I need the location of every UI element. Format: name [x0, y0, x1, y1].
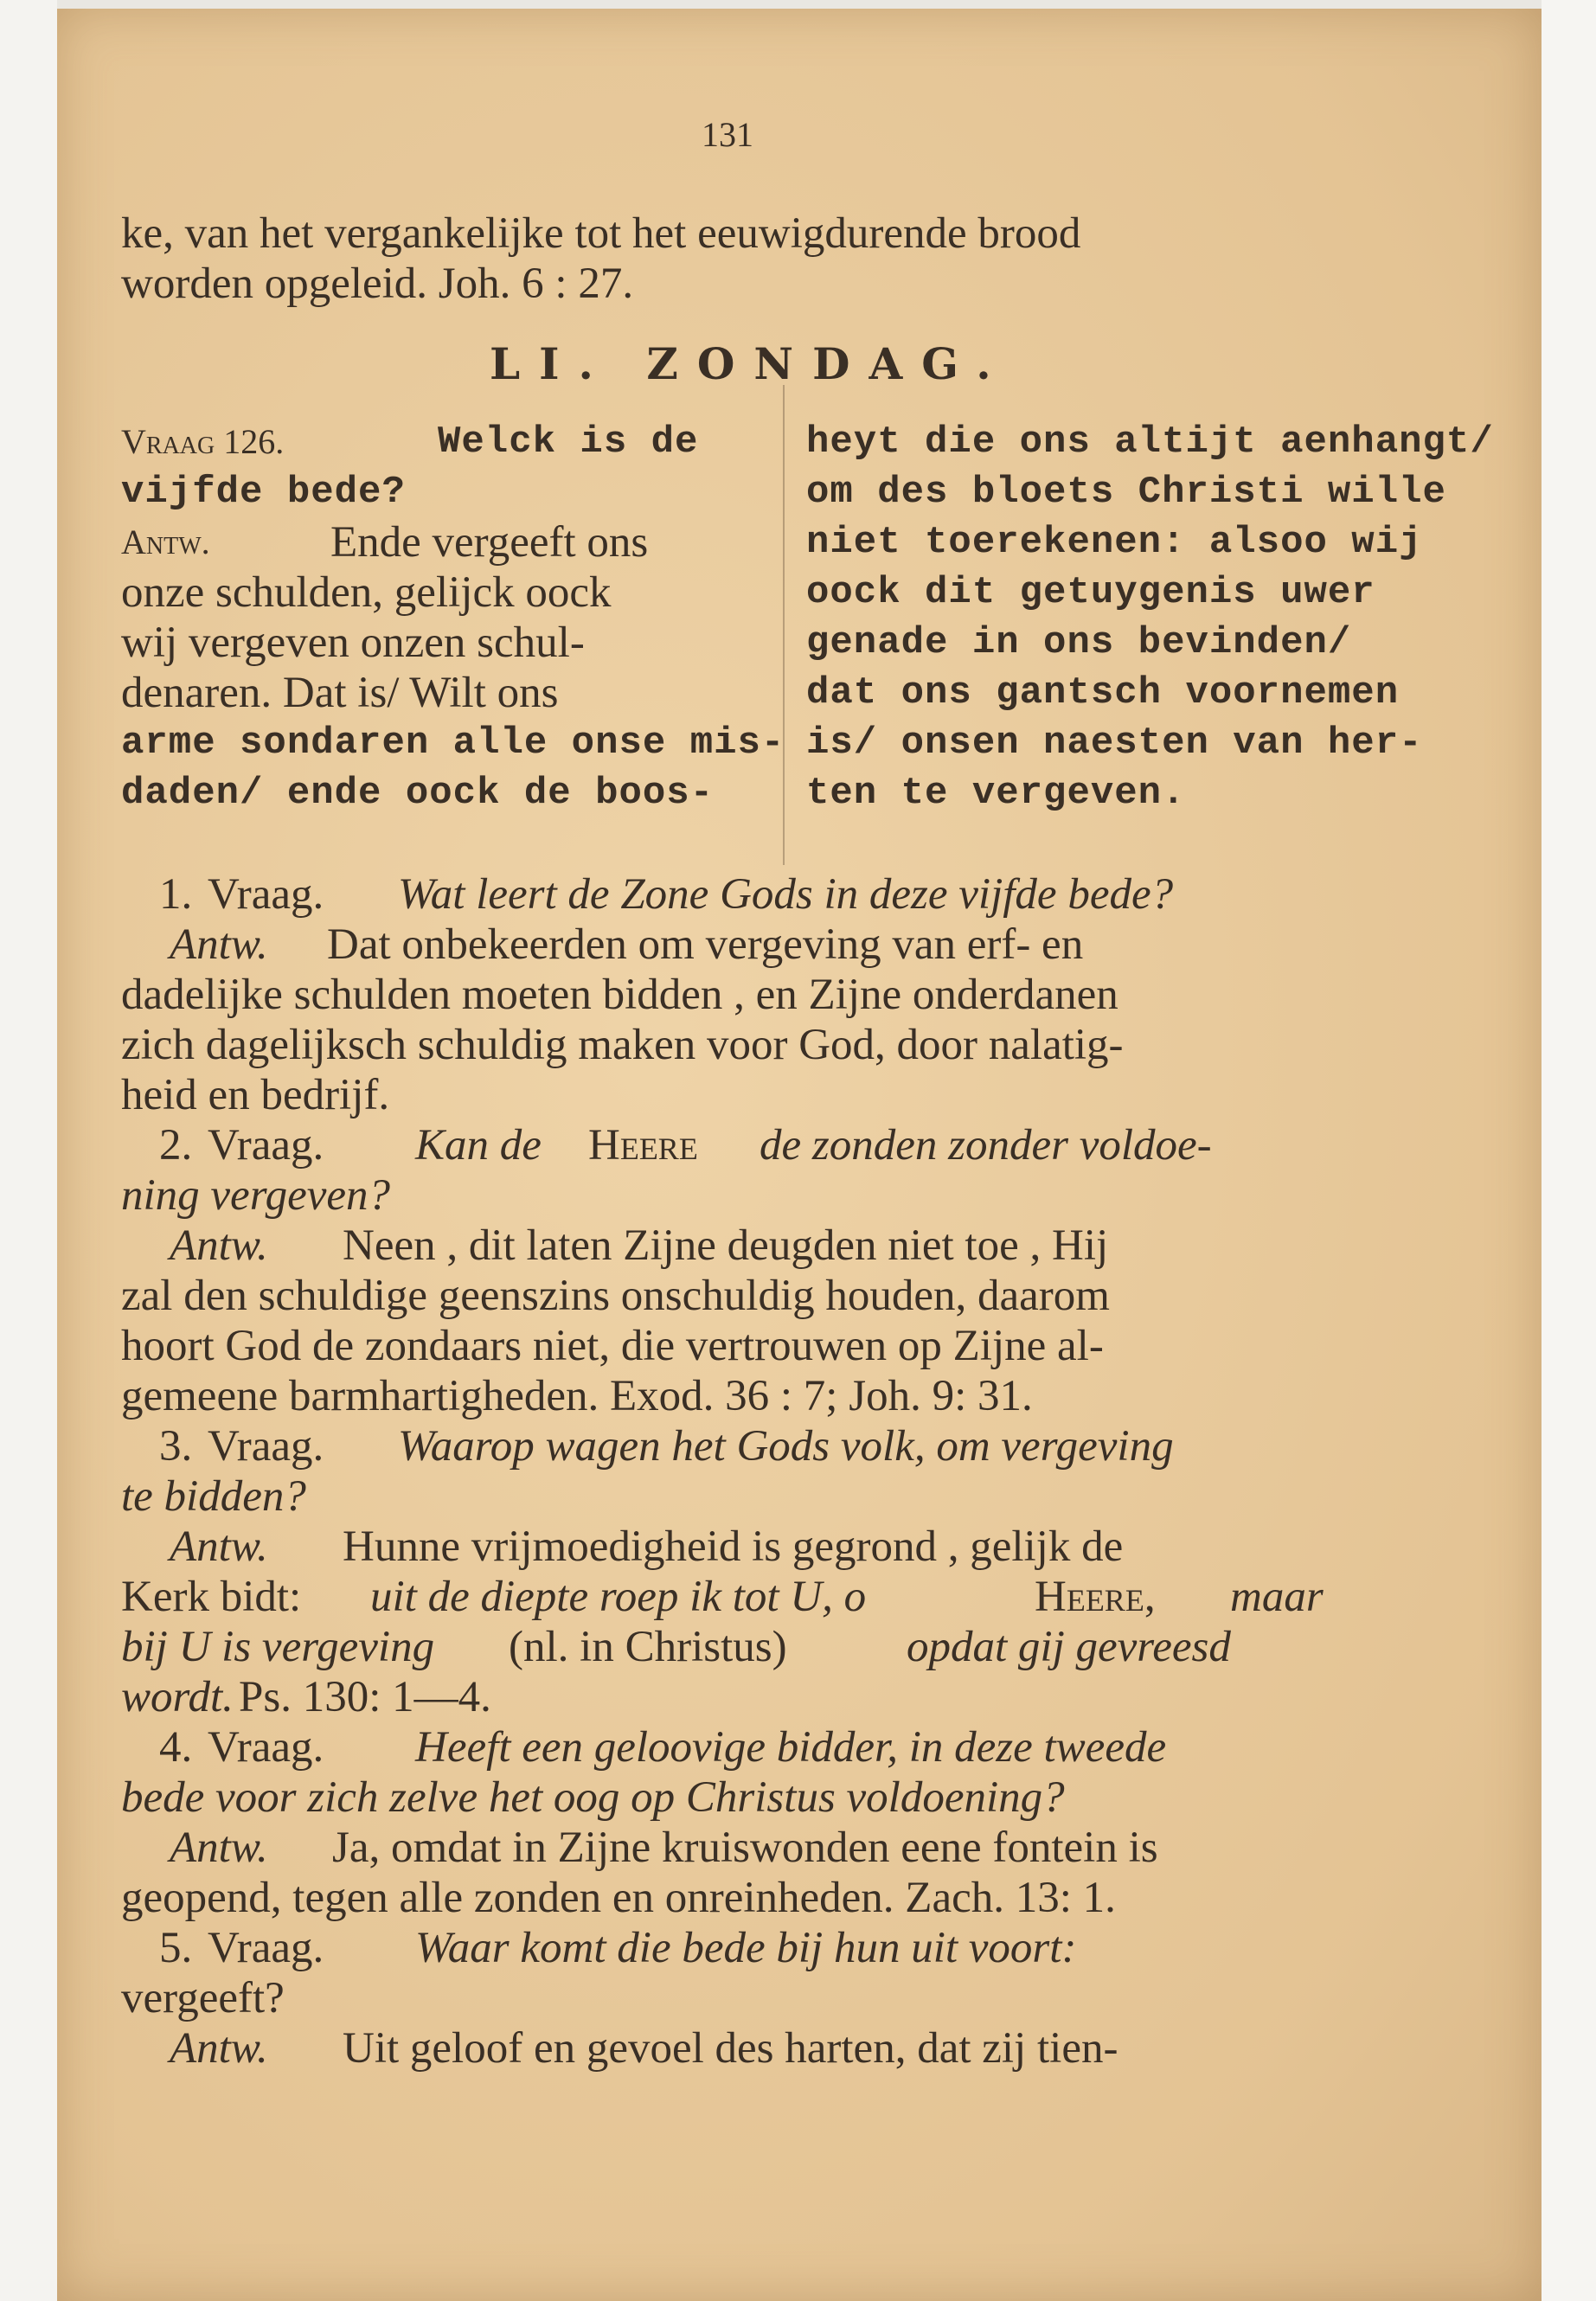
- question-right-1: om des bloets Christi wille: [806, 471, 1446, 514]
- vraag-1-question: Wat leert de Zone Gods in deze vijfde bede?: [398, 870, 1174, 919]
- antw-3-nl: (nl. in Christus): [509, 1623, 787, 1671]
- antw-1-line-4: heid en bedrijf.: [121, 1071, 390, 1119]
- question-left-0: Welck is de: [438, 420, 699, 464]
- antw-1-label: Antw.: [170, 920, 268, 969]
- antw-3-bij-u: bij U is vergeving: [121, 1623, 435, 1671]
- vraag-2-heere: Heere: [588, 1121, 698, 1170]
- vraag-3-number: 3.: [159, 1422, 193, 1471]
- antw-3-heere: Heere,: [1035, 1573, 1156, 1621]
- vraag-5-number: 5.: [159, 1924, 193, 1972]
- question-left-1: vijfde bede?: [121, 471, 406, 514]
- antw-2-line-2: zal den schuldige geenszins onschuldig houden, daarom: [121, 1272, 1110, 1320]
- antw-4-line-2: geopend, tegen alle zonden en onreinheden. Zach. 13: 1.: [121, 1874, 1116, 1922]
- question-right-3: oock dit getuygenis uwer: [806, 571, 1375, 614]
- vraag-4-label: Vraag.: [208, 1723, 324, 1772]
- answer-label: Antw.: [121, 522, 210, 561]
- antw-2-line-3: hoort God de zondaars niet, die vertrouwen op Zijne al-: [121, 1322, 1104, 1370]
- question-right-2: niet toerekenen: alsoo wij: [806, 521, 1423, 564]
- antw-1-line-2: dadelijke schulden moeten bidden , en Zijne onderdanen: [121, 971, 1118, 1019]
- vraag-4-number: 4.: [159, 1723, 193, 1772]
- scan-margin-right: [1542, 0, 1596, 2301]
- antw-5-line-1: Uit geloof en gevoel des harten, dat zij tien-: [343, 2024, 1118, 2073]
- question-right-6: is/ onsen naesten van her-: [806, 721, 1423, 765]
- vraag-2-question-b: de zonden zonder voldoe-: [760, 1121, 1212, 1170]
- question-right-4: genade in ons bevinden/: [806, 621, 1352, 664]
- antw-4-line-1: Ja, omdat in Zijne kruiswonden eene fontein is: [332, 1823, 1158, 1872]
- antw-3-quote-2: maar: [1230, 1573, 1324, 1621]
- antw-2-label: Antw.: [170, 1221, 268, 1270]
- antw-3-opdat: opdat gij gevreesd: [907, 1623, 1231, 1671]
- antw-3-quote-1: uit de diepte roep ik tot U, o: [370, 1573, 867, 1621]
- question-left-3: onze schulden, gelijck oock: [121, 568, 612, 617]
- antw-2-line-4: gemeene barmhartigheden. Exod. 36 : 7; Joh. 9: 31.: [121, 1372, 1033, 1420]
- intro-line-2: worden opgeleid. Joh. 6 : 27.: [121, 260, 634, 308]
- vraag-4-question-1: Heeft een geloovige bidder, in deze tweede: [415, 1723, 1167, 1772]
- vraag-2-question-c: ning vergeven?: [121, 1171, 391, 1220]
- book-page: [57, 9, 1542, 2301]
- intro-line-1: ke, van het vergankelijke tot het eeuwigdurende brood: [121, 209, 1081, 258]
- antw-3-line-1: Hunne vrijmoedigheid is gegrond , gelijk de: [343, 1522, 1124, 1571]
- antw-2-line-1: Neen , dit laten Zijne deugden niet toe , Hij: [343, 1221, 1109, 1270]
- antw-3-wordt: wordt.: [121, 1673, 234, 1721]
- vraag-2-question-a: Kan de: [415, 1121, 542, 1170]
- vraag-3-question-2: te bidden?: [121, 1472, 306, 1521]
- question-left-5: denaren. Dat is/ Wilt ons: [121, 669, 559, 717]
- question-left-2: Ende vergeeft ons: [330, 518, 649, 567]
- scan-margin-left: [0, 0, 57, 2301]
- antw-4-label: Antw.: [170, 1823, 268, 1872]
- question-right-7: ten te vergeven.: [806, 772, 1186, 815]
- section-heading: LI. ZONDAG.: [490, 338, 1010, 389]
- antw-1-line-3: zich dagelijksch schuldig maken voor God, door nalatig-: [121, 1021, 1124, 1069]
- question-right-0: heyt die ons altijt aenhangt/: [806, 420, 1494, 464]
- vraag-2-number: 2.: [159, 1121, 193, 1170]
- page-number: 131: [702, 115, 753, 154]
- antw-3-psalm: Ps. 130: 1—4.: [239, 1673, 491, 1721]
- question-left-6: arme sondaren alle onse mis-: [121, 721, 785, 765]
- antw-1-line-1: Dat onbekeerden om vergeving van erf- en: [327, 920, 1084, 969]
- vraag-5-question: Waar komt die bede bij hun uit voort:: [415, 1924, 1077, 1972]
- antw-3-kerk-bidt: Kerk bidt:: [121, 1573, 302, 1621]
- vraag-1-label: Vraag.: [208, 870, 324, 919]
- column-divider: [783, 385, 785, 865]
- vraag-2-label: Vraag.: [208, 1121, 324, 1170]
- vraag-1-number: 1.: [159, 870, 193, 919]
- question-label: Vraag 126.: [121, 422, 285, 461]
- antw-5-label: Antw.: [170, 2024, 268, 2073]
- vraag-5-label: Vraag.: [208, 1924, 324, 1972]
- vraag-4-question-2: bede voor zich zelve het oog op Christus voldoening?: [121, 1773, 1065, 1822]
- antw-3-label: Antw.: [170, 1522, 268, 1571]
- vraag-3-question-1: Waarop wagen het Gods volk, om vergeving: [398, 1422, 1174, 1471]
- vraag-5-continuation: vergeeft?: [121, 1974, 285, 2022]
- question-right-5: dat ons gantsch voornemen: [806, 671, 1400, 715]
- question-left-7: daden/ ende oock de boos-: [121, 772, 715, 815]
- vraag-3-label: Vraag.: [208, 1422, 324, 1471]
- question-left-4: wij vergeven onzen schul-: [121, 619, 585, 667]
